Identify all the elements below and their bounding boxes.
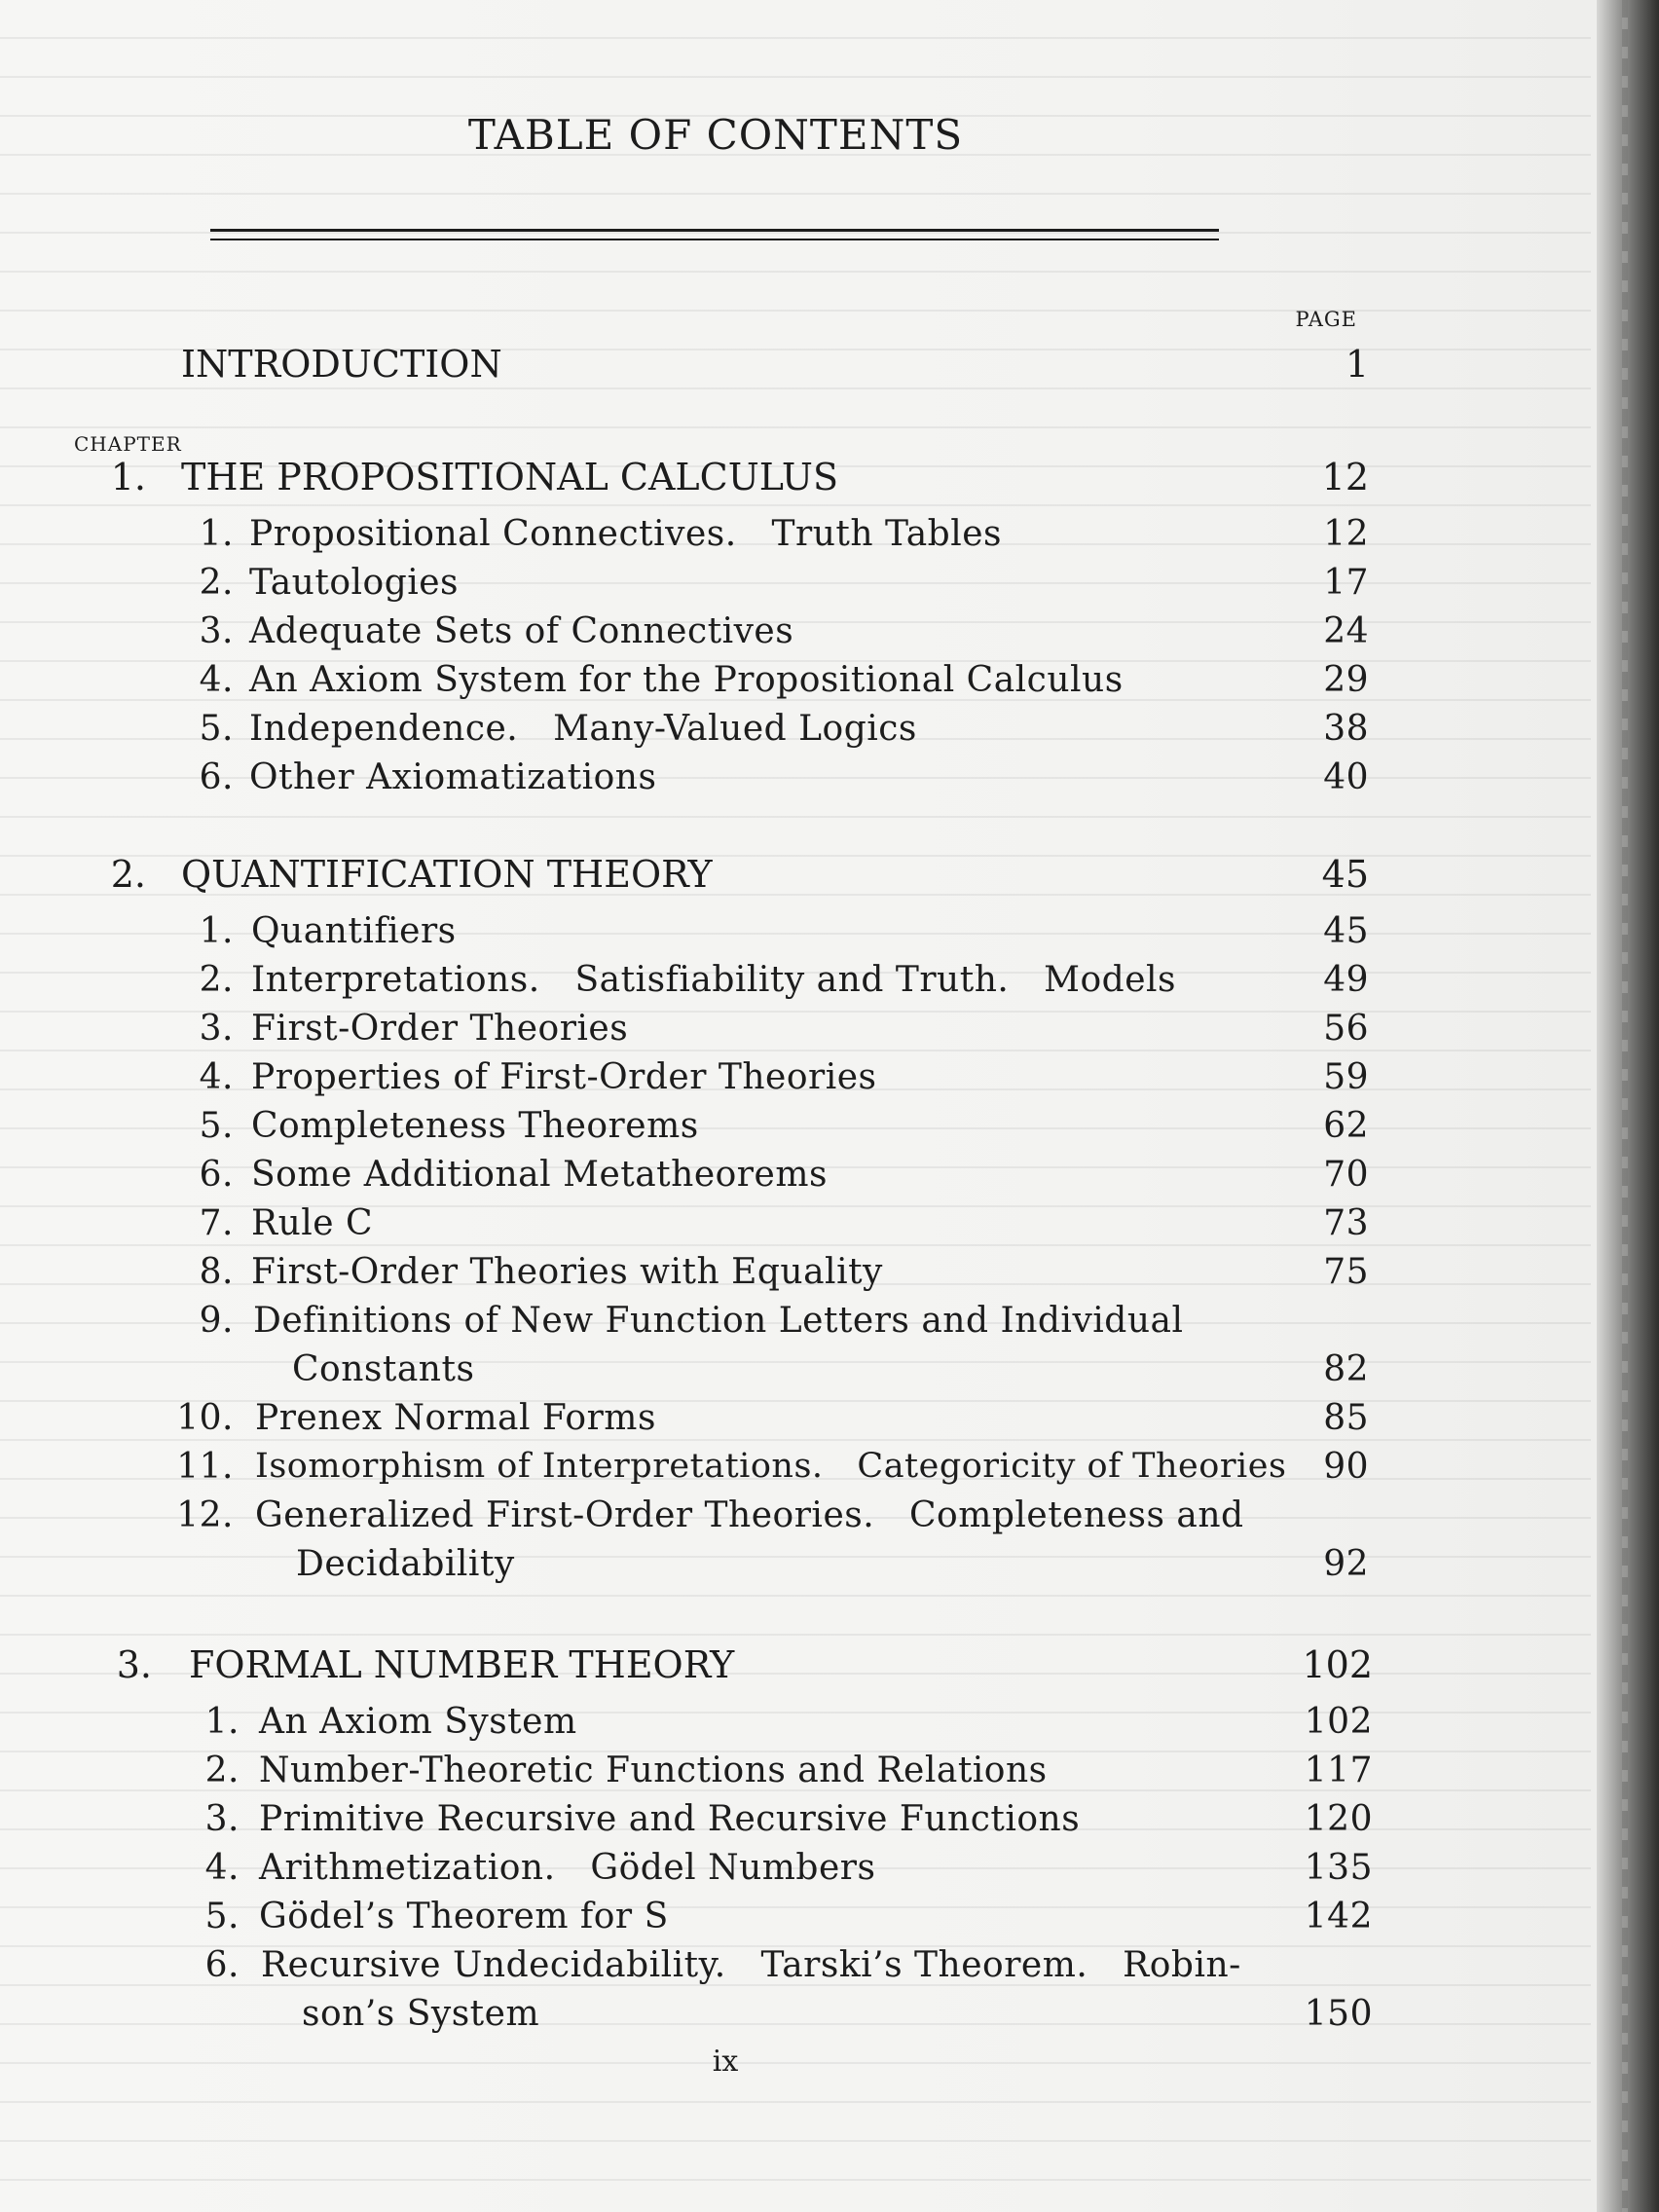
section-title: Primitive Recursive and Recursive Functions: [259, 1799, 1081, 1839]
section-number: 5.: [199, 1106, 234, 1146]
section-page: 40: [1323, 757, 1369, 797]
section-title: Interpretations. Satisfiability and Truth. Models: [251, 960, 1177, 1000]
section-number: 4.: [204, 1848, 240, 1888]
toc-section[interactable]: [0, 1702, 1659, 1751]
section-title-continuation: son’s System: [302, 1994, 540, 2034]
section-title: Generalized First-Order Theories. Completeness and: [255, 1495, 1244, 1535]
toc-section[interactable]: [0, 960, 1659, 1009]
toc-chapter-1[interactable]: [0, 456, 1659, 504]
section-number: 5.: [204, 1897, 240, 1936]
page-number-footer: ix: [712, 2045, 739, 2079]
section-page: 70: [1323, 1155, 1369, 1195]
toc-chapter-3[interactable]: [0, 1643, 1659, 1692]
section-page: 150: [1304, 1994, 1373, 2034]
section-page: 82: [1323, 1349, 1369, 1389]
section-title: Number-Theoretic Functions and Relations: [259, 1751, 1048, 1790]
section-number: 6.: [204, 1945, 240, 1985]
section-number: 11.: [176, 1447, 234, 1487]
toc-section[interactable]: [0, 1447, 1659, 1495]
chapter-page: 45: [1321, 853, 1369, 896]
toc-section[interactable]: [0, 1945, 1659, 1994]
section-page: 85: [1323, 1398, 1369, 1438]
section-page: 45: [1323, 911, 1369, 951]
section-title: Arithmetization. Gödel Numbers: [259, 1848, 876, 1888]
toc-section[interactable]: [0, 1799, 1659, 1848]
toc-chapter-2[interactable]: [0, 853, 1659, 902]
section-page: 59: [1323, 1057, 1369, 1097]
toc-section[interactable]: [0, 1848, 1659, 1897]
toc-introduction[interactable]: [0, 343, 1659, 391]
section-number: 1.: [204, 1702, 240, 1742]
chapter-number: 2.: [110, 853, 146, 896]
section-title: Isomorphism of Interpretations. Categoricity of Theories: [255, 1447, 1287, 1486]
section-number: 2.: [204, 1751, 240, 1790]
section-page: 75: [1323, 1252, 1369, 1292]
section-page: 90: [1323, 1447, 1369, 1487]
section-title: Propositional Connectives. Truth Tables: [249, 514, 1003, 554]
section-title: Completeness Theorems: [251, 1106, 699, 1146]
section-number: 3.: [199, 1009, 234, 1049]
toc-section[interactable]: [0, 514, 1659, 563]
section-page: 102: [1304, 1702, 1373, 1742]
chapter-title: QUANTIFICATION THEORY: [181, 853, 713, 896]
section-title: First-Order Theories: [251, 1009, 629, 1049]
toc-section[interactable]: [0, 1495, 1659, 1544]
section-title: Prenex Normal Forms: [255, 1398, 656, 1438]
toc-section[interactable]: [0, 1155, 1659, 1203]
title-rule-top: [210, 229, 1219, 232]
section-number: 3.: [204, 1799, 240, 1839]
toc-section[interactable]: [0, 1106, 1659, 1155]
toc-section[interactable]: [0, 1009, 1659, 1057]
section-number: 12.: [176, 1495, 234, 1535]
section-page: 12: [1323, 514, 1369, 554]
section-title: Recursive Undecidability. Tarski’s Theorem. Robin-: [261, 1945, 1241, 1985]
section-number: 4.: [199, 1057, 234, 1097]
section-title: Properties of First-Order Theories: [251, 1057, 877, 1097]
chapter-number: 3.: [116, 1643, 152, 1686]
section-page: 135: [1304, 1848, 1373, 1888]
section-title: Other Axiomatizations: [249, 757, 657, 797]
section-title: First-Order Theories with Equality: [251, 1252, 883, 1292]
section-title: An Axiom System: [259, 1702, 577, 1742]
section-number: 3.: [199, 611, 234, 651]
section-number: 8.: [199, 1252, 234, 1292]
section-number: 7.: [199, 1203, 234, 1243]
chapter-column-header: CHAPTER: [74, 432, 182, 456]
introduction-page: 1: [1345, 343, 1369, 386]
toc-section-continuation[interactable]: [0, 1544, 1659, 1593]
page-title: TABLE OF CONTENTS: [467, 111, 964, 159]
section-number: 6.: [199, 757, 234, 797]
toc-section[interactable]: [0, 1751, 1659, 1799]
section-title: Definitions of New Function Letters and Individual: [253, 1301, 1184, 1341]
section-page: 117: [1304, 1751, 1373, 1790]
chapter-title: THE PROPOSITIONAL CALCULUS: [181, 456, 838, 498]
section-page: 73: [1323, 1203, 1369, 1243]
title-rule-bottom: [210, 239, 1219, 240]
toc-section[interactable]: [0, 1203, 1659, 1252]
toc-section[interactable]: [0, 757, 1659, 806]
chapter-page: 12: [1321, 456, 1369, 498]
toc-section[interactable]: [0, 660, 1659, 709]
section-page: 56: [1323, 1009, 1369, 1049]
toc-section[interactable]: [0, 563, 1659, 611]
section-title-continuation: Decidability: [296, 1544, 515, 1584]
section-page: 29: [1323, 660, 1369, 700]
chapter-number: 1.: [110, 456, 146, 498]
toc-section[interactable]: [0, 1057, 1659, 1106]
section-page: 24: [1323, 611, 1369, 651]
toc-section[interactable]: [0, 1897, 1659, 1945]
section-page: 49: [1323, 960, 1369, 1000]
section-title: Rule C: [251, 1203, 374, 1243]
section-title: Some Additional Metatheorems: [251, 1155, 828, 1195]
section-page: 62: [1323, 1106, 1369, 1146]
section-title: Gödel’s Theorem for S: [259, 1897, 669, 1936]
introduction-title: INTRODUCTION: [181, 343, 502, 386]
section-page: 120: [1304, 1799, 1373, 1839]
section-title: An Axiom System for the Propositional Calculus: [249, 660, 1124, 700]
toc-section[interactable]: [0, 709, 1659, 757]
section-number: 5.: [199, 709, 234, 749]
toc-section[interactable]: [0, 1398, 1659, 1447]
section-number: 1.: [199, 911, 234, 951]
section-number: 9.: [199, 1301, 234, 1341]
toc-section-continuation[interactable]: [0, 1349, 1659, 1398]
section-title: Tautologies: [249, 563, 460, 603]
toc-section-continuation[interactable]: [0, 1994, 1659, 2043]
section-page: 92: [1323, 1544, 1369, 1584]
section-page: 38: [1323, 709, 1369, 749]
section-title: Adequate Sets of Connectives: [249, 611, 794, 651]
section-page: 142: [1304, 1897, 1373, 1936]
section-title: Independence. Many-Valued Logics: [249, 709, 917, 749]
toc-section[interactable]: [0, 911, 1659, 960]
section-number: 6.: [199, 1155, 234, 1195]
toc-section[interactable]: [0, 1252, 1659, 1301]
section-number: 2.: [199, 960, 234, 1000]
chapter-title: FORMAL NUMBER THEORY: [189, 1643, 735, 1686]
section-number: 4.: [199, 660, 234, 700]
section-page: 17: [1323, 563, 1369, 603]
page-column-header: PAGE: [1295, 308, 1357, 331]
toc-section[interactable]: [0, 1301, 1659, 1349]
toc-section[interactable]: [0, 611, 1659, 660]
section-title: Quantifiers: [251, 911, 457, 951]
section-number: 10.: [176, 1398, 234, 1438]
section-title-continuation: Constants: [292, 1349, 475, 1389]
section-number: 2.: [199, 563, 234, 603]
section-number: 1.: [199, 514, 234, 554]
chapter-page: 102: [1302, 1643, 1373, 1686]
